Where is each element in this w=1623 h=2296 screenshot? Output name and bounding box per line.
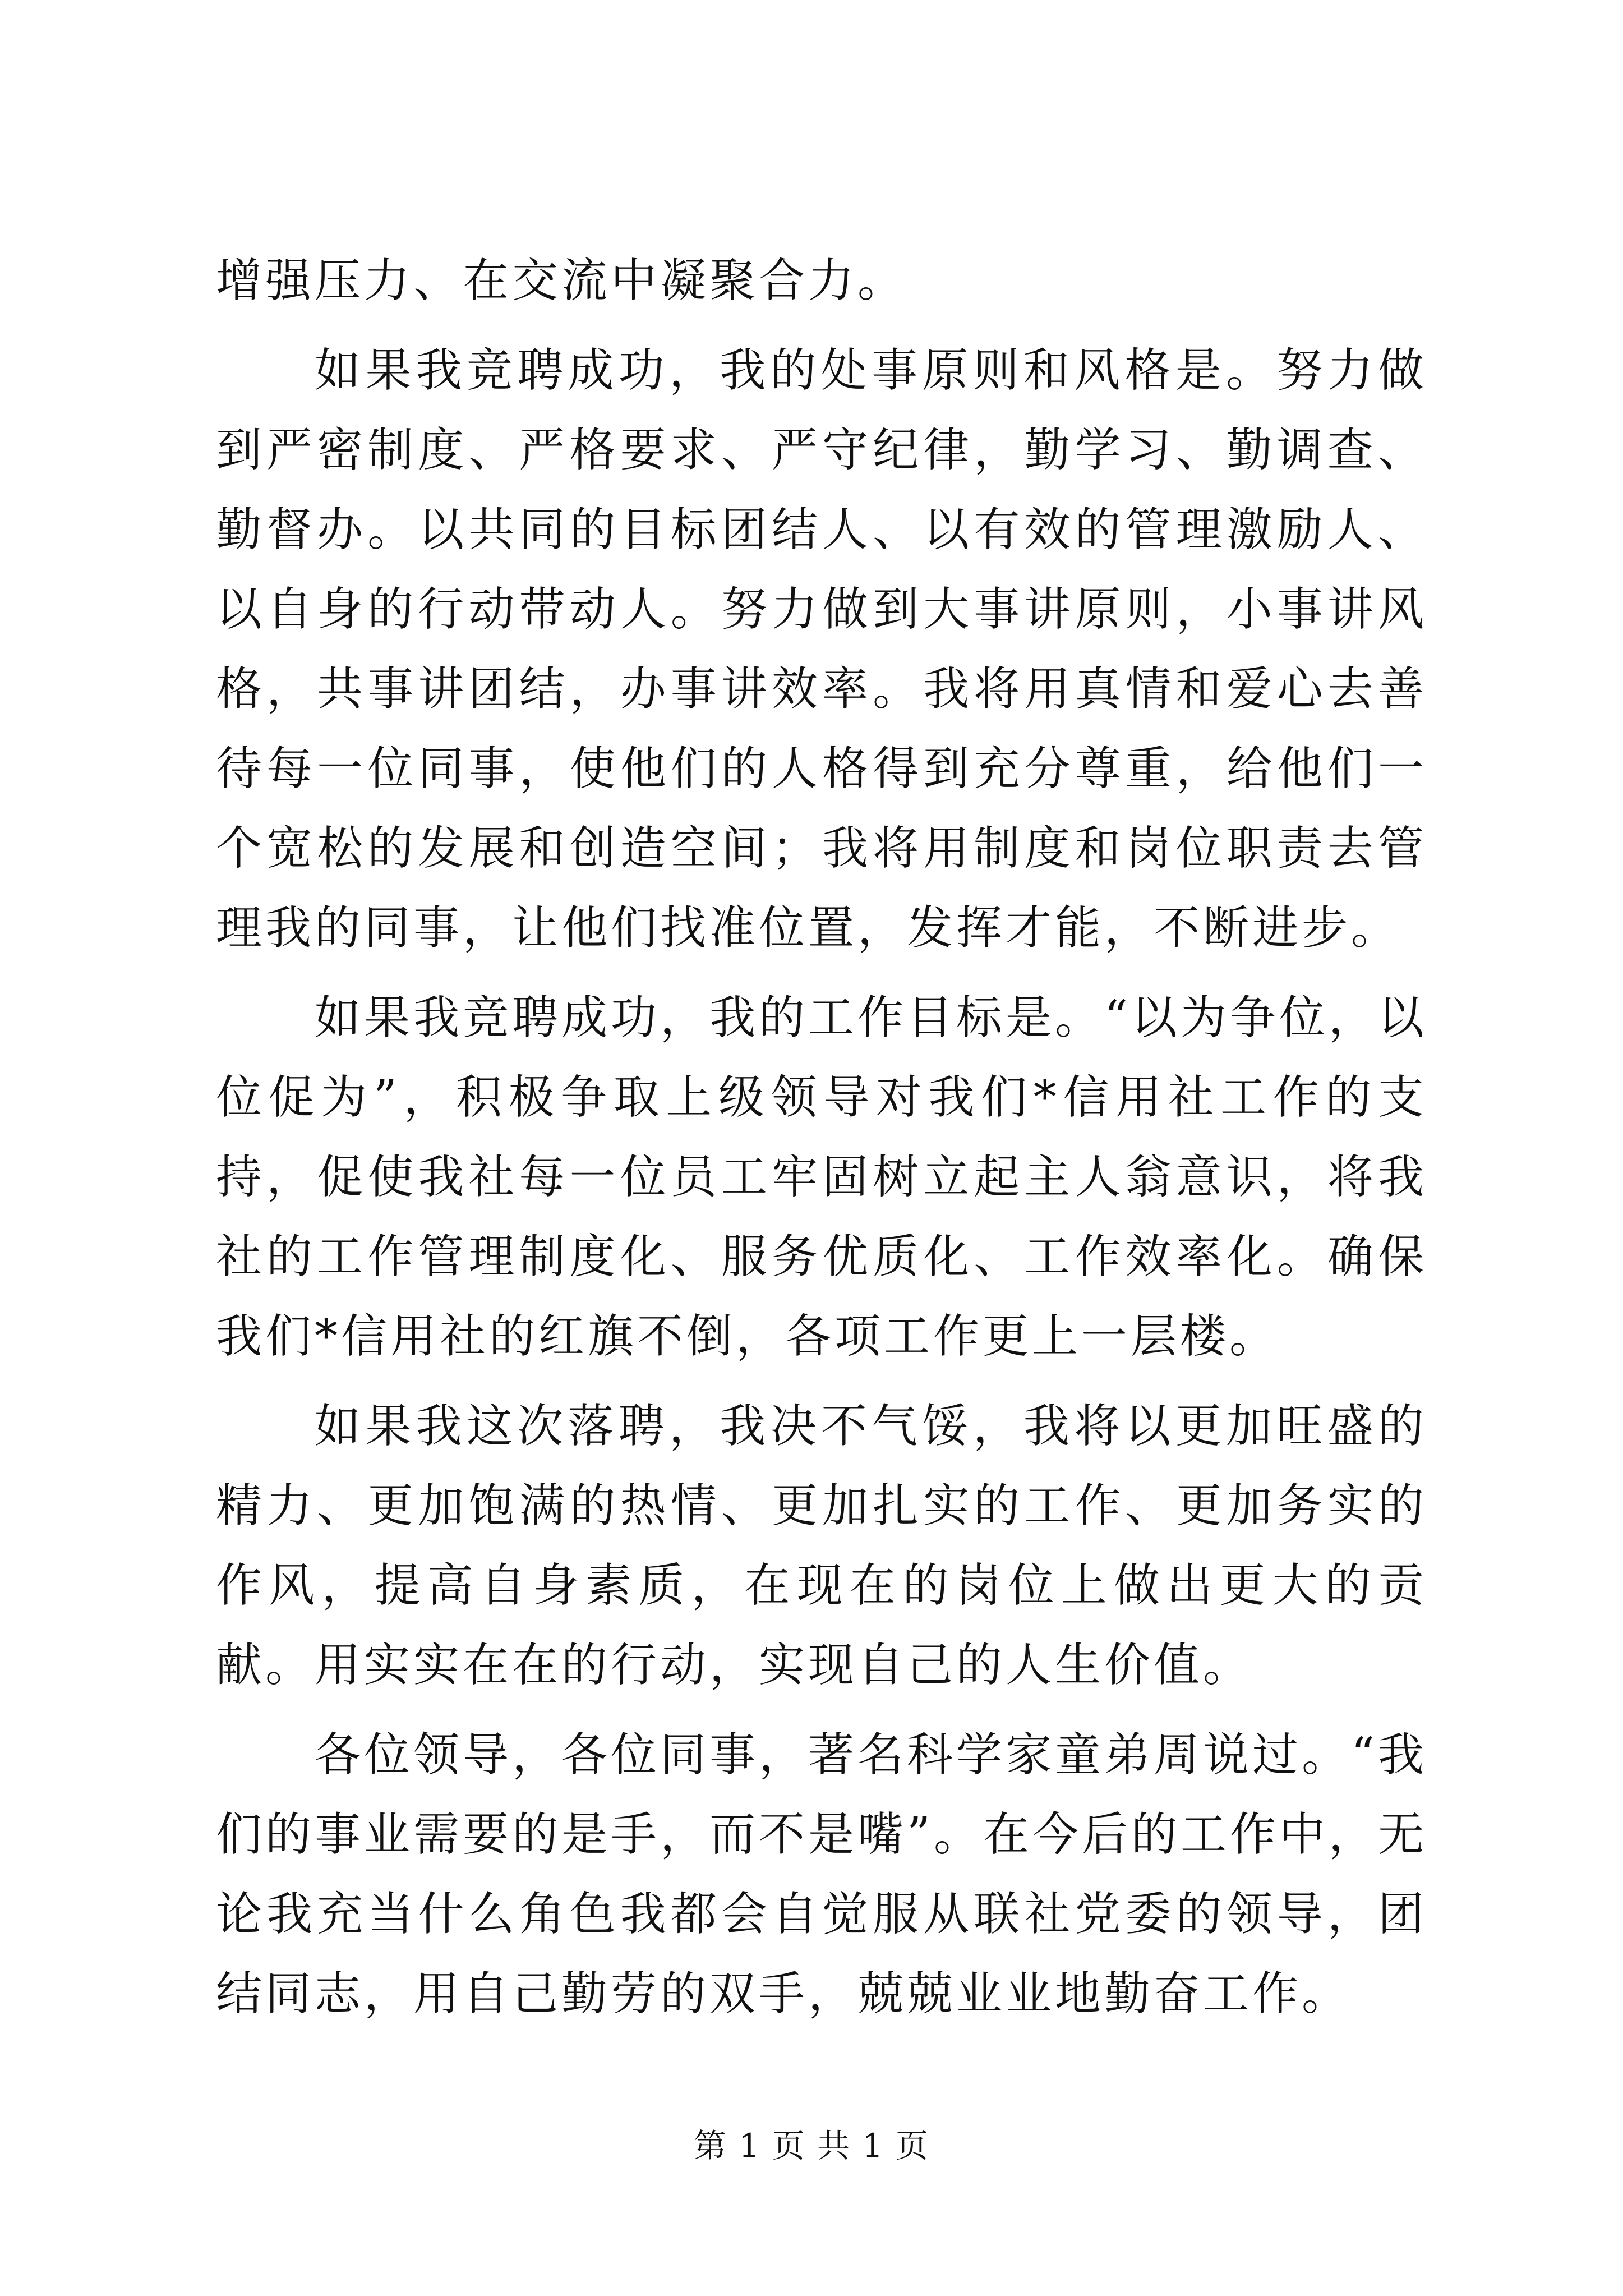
page-footer: 第 1 页 共 1 页	[694, 2127, 929, 2165]
paragraph-goals: 如果我竞聘成功，我的工作目标是。“以为争位，以位促为”，积极争取上级领导对我们*信用社工作的支持，促使我社每一位员工牢固树立起主人翁意识，将我社的工作管理制度化、服务优质化、工作效率化。确保我们*信用社的红旗不倒，各项工作更上一层楼。	[216, 991, 1427, 1363]
paragraph-principles: 如果我竞聘成功，我的处事原则和风格是。努力做到严密制度、严格要求、严守纪律，勤学习、勤调查、勤督办。以共同的目标团结人、以有效的管理激励人、以自身的行动带动人。努力做到大事讲原则，小事讲风格，共事讲团结，办事讲效率。我将用真情和爱心去善待每一位同事，使他们的人格得到充分尊重，给他们一个宽松的发展和创造空间；我将用制度和岗位职责去管理我的同事，让他们找准位置，发挥才能，不断进步。	[216, 344, 1427, 955]
document-body	[216, 241, 1427, 2044]
paragraph-closing: 各位领导，各位同事，著名科学家童弟周说过。“我们的事业需要的是手，而不是嘴”。在今后的工作中，无论我充当什么角色我都会自觉服从联社党委的领导，团结同志，用自己勤劳的双手，兢兢业业地勤奋工作。	[216, 1728, 1427, 2021]
paragraph-continuation: 增强压力、在交流中凝聚合力。	[216, 254, 907, 307]
paragraph-if-not-selected: 如果我这次落聘，我决不气馁，我将以更加旺盛的精力、更加饱满的热情、更加扎实的工作、更加务实的作风，提高自身素质，在现在的岗位上做出更大的贡献。用实实在在的行动，实现自己的人生价值。	[216, 1400, 1427, 1692]
